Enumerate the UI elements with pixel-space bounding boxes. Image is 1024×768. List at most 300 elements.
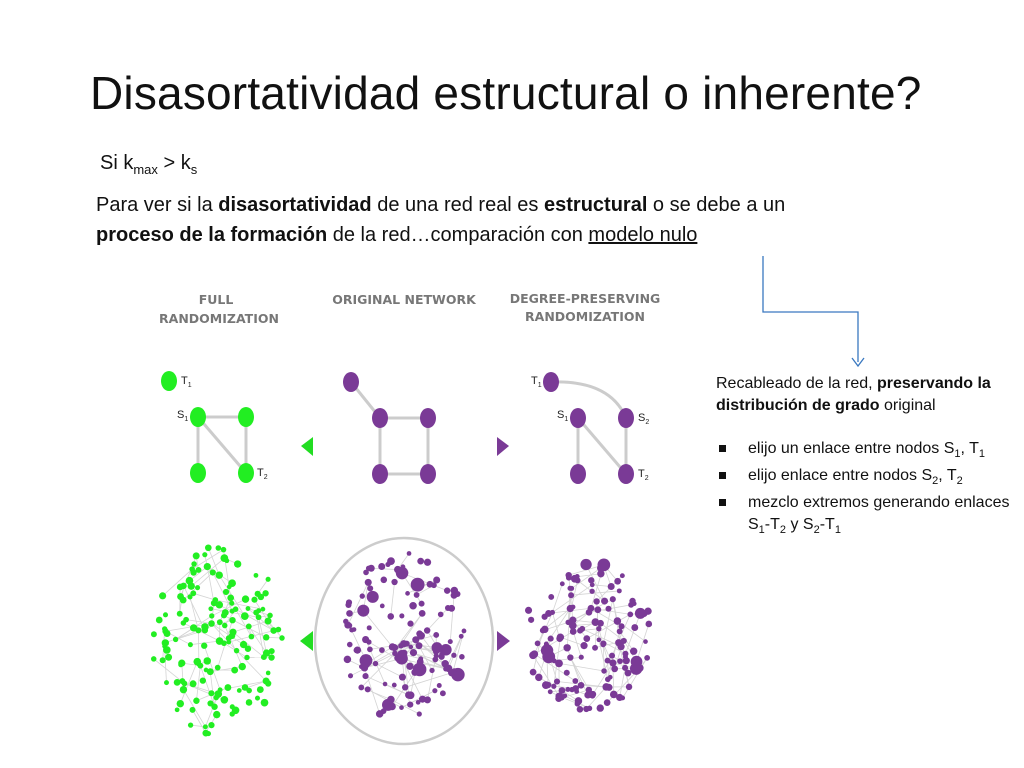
- network-node: [575, 697, 583, 705]
- network-node: [204, 657, 211, 664]
- network-node: [588, 605, 595, 612]
- para-text-2: de una red real es: [371, 194, 544, 216]
- network-node: [440, 690, 446, 696]
- network-node: [210, 569, 216, 575]
- network-node: [646, 621, 653, 628]
- network-node: [224, 684, 231, 691]
- para-text-4: de la red…comparación con: [327, 224, 589, 246]
- network-node: [631, 624, 638, 631]
- network-node: [417, 711, 422, 716]
- network-node: [255, 696, 260, 701]
- full-large-network: [151, 544, 285, 736]
- network-node: [410, 649, 417, 656]
- network-node: [601, 668, 607, 674]
- network-node: [407, 621, 413, 627]
- network-node: [249, 634, 255, 640]
- network-node: [567, 654, 573, 660]
- graph-node: [543, 372, 559, 392]
- network-node: [644, 655, 650, 661]
- network-node: [182, 681, 188, 687]
- network-node: [560, 581, 565, 586]
- network-node: [411, 669, 418, 676]
- network-edge: [552, 584, 562, 613]
- bullet-sub: 2: [813, 524, 820, 537]
- network-node: [577, 706, 584, 713]
- header-dp-line2: RANDOMIZATION: [525, 309, 645, 324]
- network-node: [606, 684, 613, 691]
- network-edge: [196, 666, 200, 701]
- network-node: [357, 605, 369, 617]
- network-node: [391, 579, 397, 585]
- network-node: [263, 634, 269, 640]
- header-dp-line1: DEGREE-PRESERVING: [509, 291, 661, 306]
- network-node: [433, 576, 440, 583]
- bullet-sub: 1: [954, 448, 961, 461]
- network-node: [383, 682, 388, 687]
- network-node: [256, 608, 261, 613]
- graph-node: [238, 407, 254, 427]
- network-node: [597, 637, 602, 642]
- graph-edge: [198, 417, 246, 473]
- bullet-text: -T: [764, 516, 780, 534]
- network-node: [381, 577, 388, 584]
- network-node: [239, 663, 246, 670]
- network-node: [221, 612, 227, 618]
- network-node: [580, 559, 591, 570]
- network-node: [540, 628, 546, 634]
- network-node: [178, 662, 183, 667]
- network-node: [229, 601, 234, 606]
- network-node: [246, 624, 252, 630]
- network-node: [411, 578, 425, 592]
- right-arrow-icon: [497, 437, 509, 456]
- network-node: [188, 642, 193, 647]
- network-node: [398, 650, 406, 658]
- network-node: [177, 584, 184, 591]
- network-node: [610, 691, 618, 699]
- network-node: [548, 636, 554, 642]
- network-node: [572, 678, 578, 684]
- network-node: [419, 601, 425, 607]
- bullet-sub: 1: [758, 524, 765, 537]
- network-node: [636, 664, 644, 672]
- network-node: [590, 582, 595, 587]
- network-edge: [233, 632, 264, 657]
- network-node: [227, 594, 234, 601]
- network-node: [407, 551, 412, 556]
- network-node: [156, 617, 163, 624]
- network-node: [424, 559, 431, 566]
- network-node: [627, 611, 633, 617]
- network-node: [234, 648, 239, 653]
- network-node: [217, 619, 223, 625]
- network-node: [265, 680, 271, 686]
- network-node: [563, 644, 570, 651]
- network-node: [437, 683, 442, 688]
- network-node: [604, 699, 611, 706]
- note-bold: preservando la distribución de grado: [716, 375, 991, 414]
- graph-node: [570, 408, 586, 428]
- para-text-3: o se debe a un: [647, 194, 786, 216]
- network-node: [208, 606, 213, 611]
- network-edge: [450, 595, 454, 641]
- network-node: [240, 641, 247, 648]
- network-edge: [165, 630, 198, 643]
- network-node: [402, 684, 408, 690]
- network-node: [368, 565, 375, 572]
- network-node: [574, 689, 579, 694]
- network-node: [569, 586, 574, 591]
- network-node: [626, 684, 632, 690]
- network-node: [367, 625, 372, 630]
- network-node: [262, 590, 268, 596]
- network-node: [261, 699, 269, 707]
- bullet-text: , T: [960, 440, 979, 457]
- network-node: [417, 658, 424, 665]
- graph-node: [372, 408, 388, 428]
- network-node: [597, 559, 610, 572]
- network-edge: [192, 710, 205, 733]
- network-node: [367, 585, 373, 591]
- network-edge: [620, 668, 625, 698]
- network-node: [400, 640, 407, 647]
- network-node: [344, 656, 352, 664]
- network-node: [589, 589, 594, 594]
- network-node: [557, 634, 564, 641]
- network-node: [588, 577, 594, 583]
- bullet-text: -T: [819, 516, 835, 534]
- label-s2: $S_2$: [638, 412, 650, 426]
- network-node: [545, 682, 551, 688]
- network-node: [630, 648, 637, 655]
- network-node: [587, 706, 592, 711]
- network-node: [555, 695, 562, 702]
- network-node: [228, 579, 236, 587]
- network-node: [373, 661, 378, 666]
- network-node: [208, 690, 214, 696]
- network-node: [562, 693, 567, 698]
- network-node: [251, 597, 257, 603]
- network-node: [399, 705, 404, 710]
- network-node: [569, 617, 576, 624]
- network-node: [394, 645, 399, 650]
- para-bold-3: proceso de la formación: [96, 224, 328, 246]
- label-t2: $T_2$: [257, 467, 268, 481]
- original-large-network: [343, 551, 466, 718]
- network-node: [632, 601, 637, 606]
- network-node: [601, 598, 608, 605]
- network-node: [597, 704, 604, 711]
- network-node: [204, 668, 209, 673]
- network-node: [380, 604, 385, 609]
- network-node: [193, 698, 199, 704]
- network-node: [230, 711, 235, 716]
- network-node: [412, 636, 419, 643]
- network-node: [358, 685, 364, 691]
- network-node: [188, 722, 193, 727]
- network-node: [424, 696, 431, 703]
- network-node: [186, 577, 194, 585]
- graph-node: [343, 372, 359, 392]
- graph-node: [618, 464, 634, 484]
- network-node: [195, 567, 201, 573]
- network-node: [594, 606, 601, 613]
- bullet-sub: 1: [834, 524, 841, 537]
- network-node: [201, 643, 207, 649]
- network-node: [529, 651, 537, 659]
- bullet-sub: 2: [956, 475, 963, 488]
- network-node: [279, 635, 284, 640]
- graph-node: [570, 464, 586, 484]
- network-node: [449, 669, 456, 676]
- network-node: [203, 724, 208, 729]
- network-node: [241, 612, 249, 620]
- network-node: [596, 626, 601, 631]
- network-node: [424, 627, 430, 633]
- network-node: [459, 654, 465, 660]
- bullet-text: elijo enlace entre nodos S: [748, 467, 933, 485]
- network-node: [432, 688, 437, 693]
- network-node: [162, 644, 167, 649]
- network-node: [216, 571, 223, 578]
- network-edge: [560, 637, 584, 645]
- network-node: [163, 612, 168, 617]
- network-node: [266, 577, 271, 582]
- network-node: [568, 592, 574, 598]
- network-node: [221, 547, 227, 553]
- network-node: [164, 630, 171, 637]
- network-node: [175, 707, 180, 712]
- network-node: [597, 620, 604, 627]
- network-node: [234, 560, 241, 567]
- network-node: [528, 617, 534, 623]
- network-node: [407, 691, 415, 699]
- network-node: [608, 583, 615, 590]
- network-edge: [559, 663, 604, 671]
- network-node: [416, 642, 423, 649]
- network-edge: [186, 620, 211, 624]
- network-node: [229, 629, 236, 636]
- network-node: [177, 593, 184, 600]
- network-node: [261, 607, 266, 612]
- network-node: [151, 631, 157, 637]
- network-node: [567, 605, 574, 612]
- header-full-line2: RANDOMIZATION: [159, 311, 279, 326]
- graph-node: [618, 408, 634, 428]
- network-node: [417, 558, 424, 565]
- network-node: [444, 587, 450, 593]
- network-node: [405, 591, 410, 596]
- network-node: [354, 646, 361, 653]
- network-node: [571, 575, 579, 583]
- network-node: [376, 710, 383, 717]
- label-t2: $T_2$: [638, 468, 649, 482]
- network-node: [365, 579, 372, 586]
- network-node: [429, 668, 434, 673]
- network-node: [378, 563, 385, 570]
- graph-node: [238, 463, 254, 483]
- network-node: [255, 591, 261, 597]
- bullet-sub: 2: [932, 475, 939, 488]
- condition-sub-s: s: [190, 162, 198, 177]
- graph-node: [420, 408, 436, 428]
- network-node: [530, 669, 537, 676]
- network-node: [223, 589, 229, 595]
- network-node: [348, 673, 353, 678]
- network-node: [195, 585, 200, 590]
- network-edge: [402, 573, 447, 591]
- network-node: [548, 689, 553, 694]
- network-node: [347, 642, 353, 648]
- network-node: [267, 613, 273, 619]
- graph-node: [190, 407, 206, 427]
- network-node: [213, 597, 219, 603]
- network-node: [401, 564, 406, 569]
- network-node: [407, 701, 413, 707]
- network-node: [202, 552, 207, 557]
- bullet-text: mezclo extremos generando enlaces S: [748, 494, 1010, 534]
- network-node: [165, 654, 172, 661]
- network-node: [220, 554, 228, 562]
- network-node: [208, 620, 215, 627]
- network-node: [365, 686, 371, 692]
- network-node: [588, 691, 595, 698]
- network-node: [190, 624, 197, 631]
- network-node: [197, 663, 203, 669]
- network-node: [246, 606, 251, 611]
- network-node: [206, 731, 211, 736]
- header-full-line1: FULL: [198, 292, 234, 307]
- label-s1: $S_1$: [177, 409, 189, 423]
- original-small-graph: [343, 372, 436, 484]
- network-node: [387, 696, 395, 704]
- network-node: [617, 588, 622, 593]
- network-node: [174, 679, 181, 686]
- network-node: [409, 602, 417, 610]
- network-node: [610, 596, 616, 602]
- network-node: [190, 680, 197, 687]
- network-node: [448, 639, 453, 644]
- network-node: [419, 610, 426, 617]
- network-node: [551, 684, 556, 689]
- network-node: [346, 599, 352, 605]
- network-node: [215, 665, 221, 671]
- dp-small-graph: [531, 372, 649, 484]
- network-node: [635, 608, 646, 619]
- network-node: [566, 575, 572, 581]
- network-node: [643, 639, 648, 644]
- full-small-graph: [161, 371, 268, 483]
- network-node: [209, 613, 214, 618]
- label-t1: $T_1$: [181, 375, 192, 389]
- left-arrow-icon: [300, 631, 313, 651]
- network-node: [216, 545, 222, 551]
- network-node: [406, 663, 413, 670]
- network-node: [438, 612, 444, 618]
- network-node: [191, 561, 197, 567]
- network-node: [187, 594, 192, 599]
- graph-edge: [578, 418, 626, 474]
- network-node: [611, 665, 618, 672]
- left-arrow-icon: [301, 437, 313, 456]
- network-node: [416, 630, 423, 637]
- network-node: [367, 591, 379, 603]
- network-node: [548, 594, 554, 600]
- network-node: [193, 552, 200, 559]
- network-edge: [376, 664, 403, 678]
- network-node: [622, 651, 628, 657]
- network-node: [215, 690, 223, 698]
- network-node: [367, 647, 373, 653]
- network-node: [242, 684, 249, 691]
- network-node: [593, 598, 599, 604]
- network-node: [204, 563, 211, 570]
- graph-node: [190, 463, 206, 483]
- network-node: [164, 680, 169, 685]
- network-node: [361, 664, 368, 671]
- network-node: [244, 655, 249, 660]
- network-node: [544, 642, 549, 647]
- para-text-1: Para ver si la: [96, 194, 219, 216]
- network-node: [443, 666, 448, 671]
- network-node: [545, 610, 552, 617]
- network-node: [266, 671, 271, 676]
- para-bold-2: estructural: [544, 194, 648, 216]
- network-node: [213, 711, 220, 718]
- network-edge: [391, 582, 395, 616]
- network-node: [190, 707, 196, 713]
- network-edge: [427, 608, 448, 631]
- network-node: [183, 617, 189, 623]
- network-node: [439, 652, 444, 657]
- bullet-text: elijo un enlace entre nodos S: [748, 440, 955, 457]
- network-node: [347, 623, 353, 629]
- condition-prefix: Si k: [100, 152, 134, 174]
- network-node: [577, 628, 583, 634]
- right-arrow-icon: [497, 631, 510, 651]
- network-node: [608, 675, 613, 680]
- label-t1: $T_1$: [531, 375, 542, 389]
- network-node: [578, 682, 585, 689]
- network-node: [205, 544, 212, 551]
- network-node: [257, 686, 264, 693]
- network-node: [263, 649, 270, 656]
- header-original: ORIGINAL NETWORK: [332, 292, 476, 307]
- network-node: [230, 609, 235, 614]
- network-node: [349, 628, 354, 633]
- network-node: [451, 587, 459, 595]
- network-node: [620, 573, 625, 578]
- network-node: [565, 687, 570, 692]
- network-node: [580, 642, 587, 649]
- network-node: [385, 562, 390, 567]
- network-node: [609, 659, 616, 666]
- bullet-sub: 2: [779, 524, 787, 537]
- network-node: [625, 670, 632, 677]
- network-node: [207, 700, 213, 706]
- network-node: [448, 605, 455, 612]
- network-node: [256, 614, 262, 620]
- bullet-sub: 1: [978, 448, 985, 461]
- network-node: [151, 656, 157, 662]
- network-node: [360, 593, 365, 598]
- note-text-2: original: [879, 397, 936, 414]
- network-node: [159, 592, 166, 599]
- network-node: [535, 674, 542, 681]
- network-node: [237, 688, 242, 693]
- network-node: [366, 639, 371, 644]
- network-node: [379, 647, 385, 653]
